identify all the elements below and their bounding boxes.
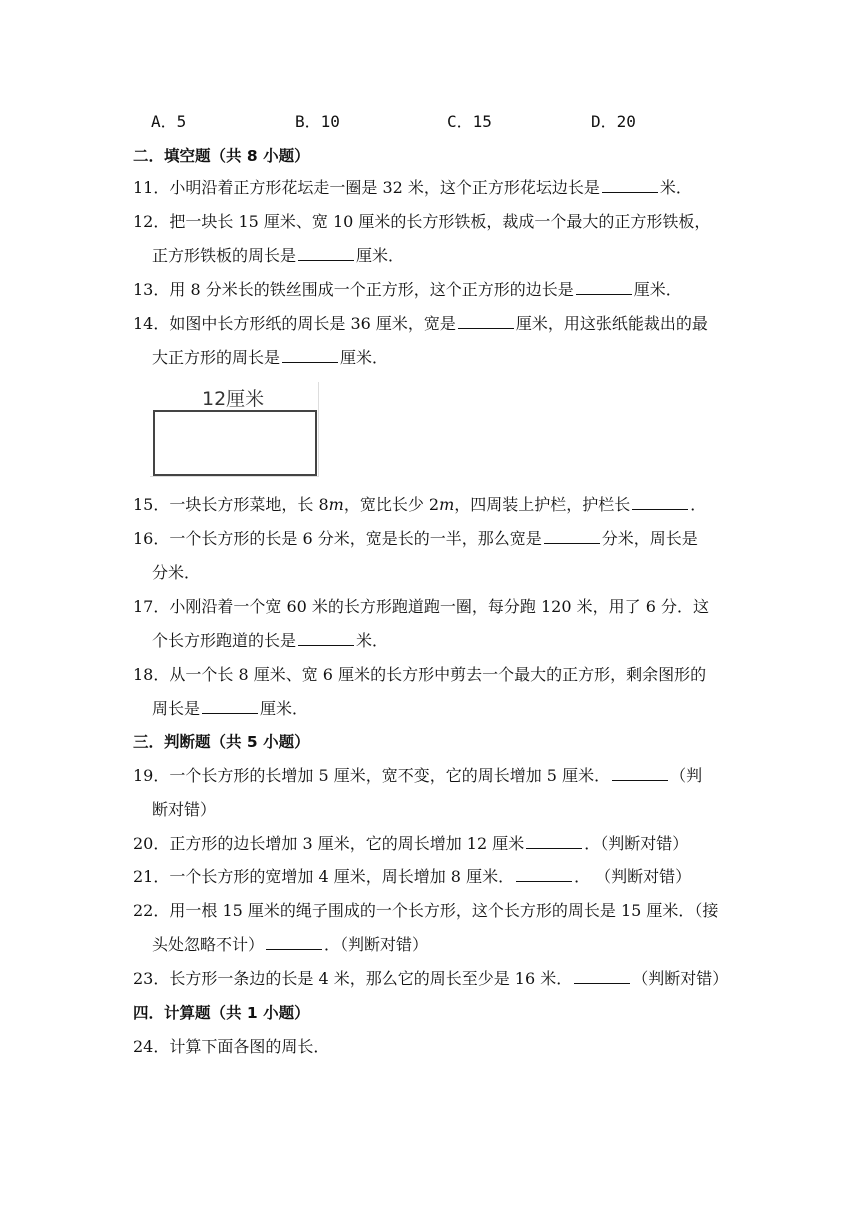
q21-text-b: ． （判断对错）	[574, 867, 692, 886]
q12-text: 正方形铁板的周长是	[152, 246, 297, 265]
question-14-line2	[152, 347, 388, 369]
q19-text-a: 19．一个长方形的长增加 5 厘米，宽不变，它的周长增加 5 厘米．	[133, 766, 611, 785]
q15-text-b: ，宽比长少 2	[343, 495, 440, 514]
figure-length-label: 12厘米	[202, 388, 265, 410]
q18-text: 周长是	[152, 699, 201, 718]
q14-text-a: 14．如图中长方形纸的周长是 36 厘米，宽是	[133, 314, 456, 333]
question-13	[133, 279, 682, 301]
unit-m: m	[439, 495, 455, 514]
q13-text: 13．用 8 分米长的铁丝围成一个正方形，这个正方形的边长是	[133, 280, 574, 299]
question-23	[133, 968, 728, 990]
question-21	[133, 866, 691, 888]
answer-blank	[202, 698, 258, 714]
q14-text-b: 厘米，用这张纸能裁出的最	[515, 314, 708, 333]
unit-m: m	[328, 495, 344, 514]
question-16-line2: 分米．	[152, 563, 201, 582]
question-19-line2: 断对错）	[152, 800, 217, 819]
q19-text-b: （判	[670, 766, 703, 785]
q23-text-b: （判断对错）	[632, 969, 729, 988]
question-24: 24．计算下面各图的周长．	[133, 1037, 330, 1056]
option-b: B．10	[295, 112, 340, 131]
q22-text-a: 头处忽略不计）	[152, 935, 265, 954]
q21-text-a: 21．一个长方形的宽增加 4 厘米，周长增加 8 厘米．	[133, 867, 515, 886]
option-c: C．15	[447, 112, 492, 131]
answer-blank	[298, 245, 354, 261]
q14-tail: 厘米．	[340, 348, 389, 367]
q23-text-a: 23．长方形一条边的长是 4 米，那么它的周长至少是 16 米．	[133, 969, 573, 988]
question-18-line1: 18．从一个长 8 厘米、宽 6 厘米的长方形中剪去一个最大的正方形，剩余图形的	[133, 665, 707, 684]
rectangle-figure	[150, 382, 320, 478]
q17-text: 个长方形跑道的长是	[152, 631, 297, 650]
option-a: A．5	[151, 112, 187, 131]
section-heading-calculation: 四．计算题（共 1 小题）	[133, 1004, 310, 1022]
answer-blank	[526, 833, 582, 849]
answer-blank	[516, 866, 572, 882]
question-12-line2	[152, 245, 404, 267]
q18-tail: 厘米．	[260, 699, 309, 718]
q16-text-a: 16．一个长方形的长是 6 分米，宽是长的一半，那么宽是	[133, 529, 542, 548]
answer-blank	[458, 313, 514, 329]
section-heading-fill-in: 二．填空题（共 8 小题）	[133, 147, 310, 165]
q13-tail: 厘米．	[633, 280, 682, 299]
question-19-line1	[133, 765, 702, 787]
q20-text-b: ．（判断对错）	[584, 834, 689, 853]
answer-blank	[576, 279, 632, 295]
question-14-line1	[133, 313, 708, 335]
answer-blank	[266, 934, 322, 950]
question-17-line2	[152, 630, 388, 652]
answer-blank	[298, 630, 354, 646]
question-22-line2	[152, 934, 428, 956]
q17-tail: 米．	[356, 631, 389, 650]
answer-blank	[632, 494, 688, 510]
q14-text-c: 大正方形的周长是	[152, 348, 281, 367]
q15-text-c: ，四周装上护栏，护栏长	[454, 495, 631, 514]
option-d: D．20	[591, 112, 636, 131]
question-12-line1: 12．把一块长 15 厘米、宽 10 厘米的长方形铁板，裁成一个最大的正方形铁板，	[133, 212, 711, 231]
answer-blank	[612, 765, 668, 781]
q11-tail: 米．	[659, 178, 692, 197]
question-22-line1: 22．用一根 15 厘米的绳子围成的一个长方形，这个长方形的周长是 15 厘米．（接	[133, 901, 719, 920]
answer-blank	[544, 528, 600, 544]
answer-blank	[602, 177, 658, 193]
q11-text: 11．小明沿着正方形花坛走一圈是 32 米，这个正方形花坛边长是	[133, 178, 600, 197]
q22-text-b: ．（判断对错）	[324, 935, 429, 954]
question-16-line1	[133, 528, 698, 550]
answer-blank	[282, 347, 338, 363]
q12-tail: 厘米．	[356, 246, 405, 265]
question-18-line2	[152, 698, 308, 720]
section-heading-true-false: 三．判断题（共 5 小题）	[133, 733, 310, 751]
figure-rectangle	[153, 410, 317, 476]
question-20	[133, 833, 688, 855]
q15-tail: ．	[690, 495, 707, 514]
answer-blank	[574, 968, 630, 984]
q16-text-b: 分米，周长是	[601, 529, 698, 548]
q20-text-a: 20．正方形的边长增加 3 厘米，它的周长增加 12 厘米	[133, 834, 525, 853]
question-11	[133, 177, 692, 199]
question-17-line1: 17．小刚沿着一个宽 60 米的长方形跑道跑一圈，每分跑 120 米，用了 6 分．这	[133, 597, 709, 616]
question-15	[133, 494, 706, 516]
q15-text-a: 15．一块长方形菜地，长 8	[133, 495, 329, 514]
